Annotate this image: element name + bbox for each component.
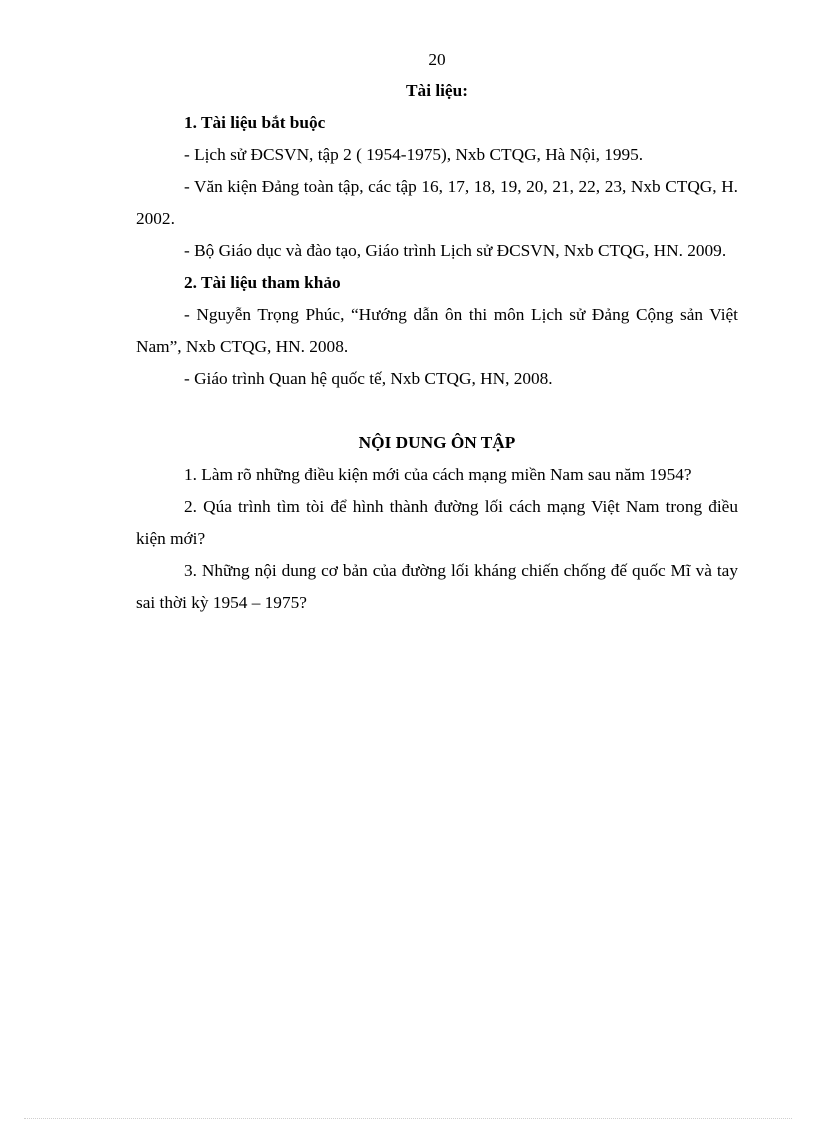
required-materials-heading: 1. Tài liệu bắt buộc	[184, 113, 326, 132]
review-question-1: 1. Làm rõ những điều kiện mới của cách mạng miền Nam sau năm 1954?	[184, 465, 692, 484]
reference-materials-heading: 2. Tài liệu tham khảo	[184, 273, 341, 292]
review-question-2: 2. Qúa trình tìm tòi để hình thành đường lối cách mạng Việt Nam trong điều kiện mới?	[136, 497, 738, 548]
materials-title: Tài liệu:	[406, 81, 468, 100]
required-material-item-1: - Lịch sử ĐCSVN, tập 2 ( 1954-1975), Nxb CTQG, Hà Nội, 1995.	[184, 145, 644, 164]
required-material-item-3: - Bộ Giáo dục và đào tạo, Giáo trình Lịch sử ĐCSVN, Nxb CTQG, HN. 2009.	[184, 241, 727, 260]
reference-material-item-2: - Giáo trình Quan hệ quốc tế, Nxb CTQG, HN, 2008.	[184, 369, 553, 388]
section-spacer	[136, 395, 738, 427]
page-number: 20	[428, 50, 446, 69]
review-question-3: 3. Những nội dung cơ bản của đường lối kháng chiến chống đế quốc Mĩ và tay sai thời kỳ 1954 – 1975?	[136, 561, 738, 612]
required-material-item-2: - Văn kiện Đảng toàn tập, các tập 16, 17, 18, 19, 20, 21, 22, 23, Nxb CTQG, H. 2002.	[136, 177, 738, 228]
reference-material-item-1: - Nguyễn Trọng Phúc, “Hướng dẫn ôn thi môn Lịch sử Đảng Cộng sản Việt Nam”, Nxb CTQG, HN. 2008.	[136, 305, 738, 356]
page-content	[136, 44, 738, 619]
page-bottom-border	[24, 1118, 792, 1119]
review-section-title: NỘI DUNG ÔN TẬP	[358, 433, 516, 452]
